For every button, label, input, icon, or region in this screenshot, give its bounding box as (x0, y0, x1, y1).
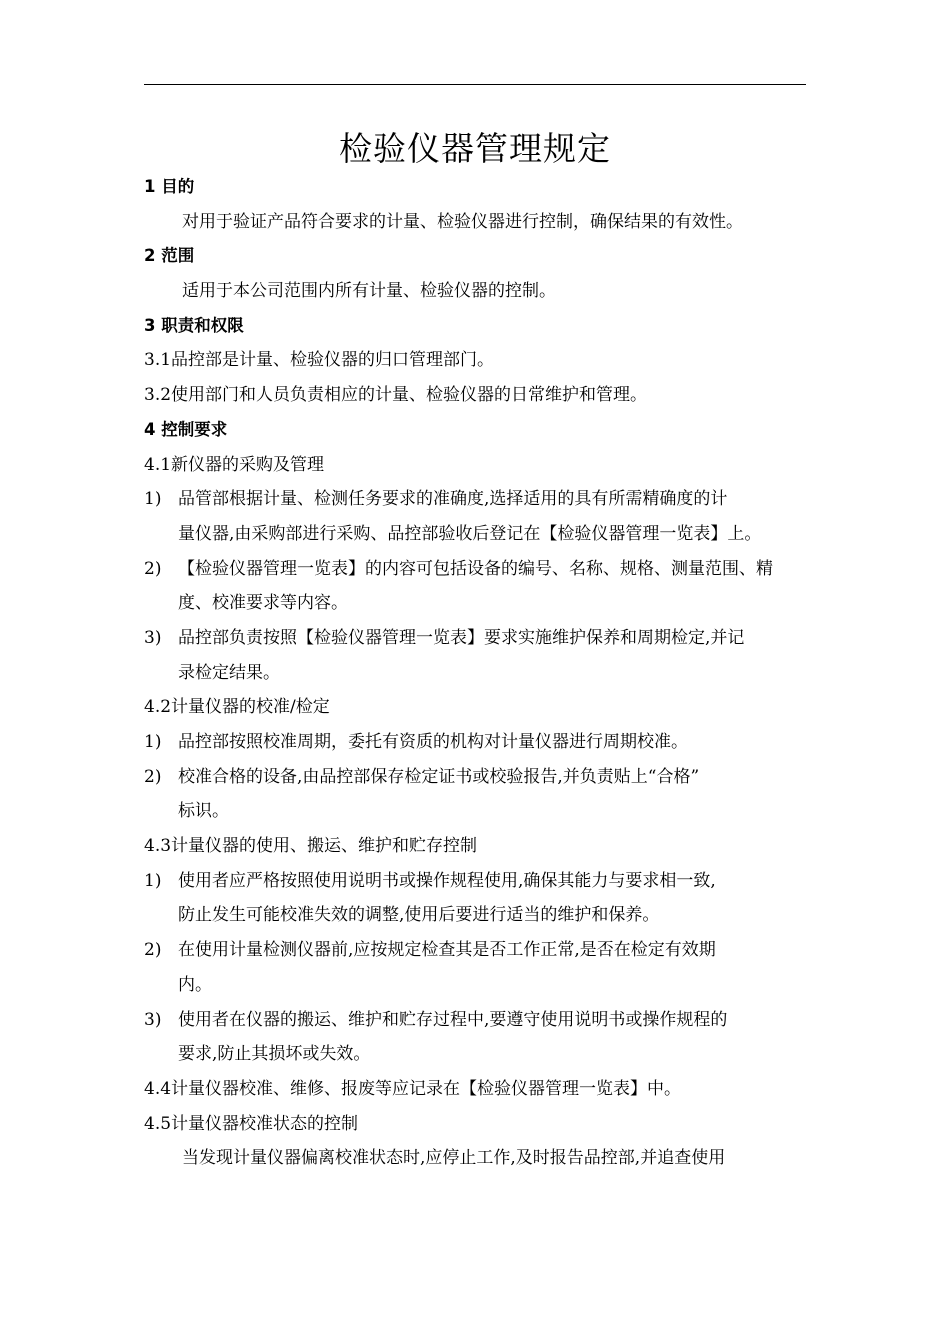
list-item-text: 使用者应严格按照使用说明书或操作规程使用,确保其能力与要求相一致, (178, 870, 716, 891)
list-item-text: 校准合格的设备,由品控部保存检定证书或校验报告,并负责贴上“合格” (178, 766, 700, 787)
section-text-scope: 适用于本公司范围内所有计量、检验仪器的控制。 (182, 281, 556, 302)
list-item-number: 2) (144, 766, 162, 787)
list-item-continuation: 度、校准要求等内容。 (178, 593, 348, 614)
list-item (144, 864, 808, 899)
paragraph-3-1: 3.1品控部是计量、检验仪器的归口管理部门。 (144, 350, 495, 371)
list-item-continuation: 防止发生可能校准失效的调整,使用后要进行适当的维护和保养。 (178, 905, 660, 926)
paragraph-3-2: 3.2使用部门和人员负责相应的计量、检验仪器的日常维护和管理。 (144, 385, 648, 406)
list-item-number: 3) (144, 1009, 162, 1030)
section-heading-purpose: 1 目的 (144, 177, 195, 196)
subsection-title-4-5: 4.5计量仪器校准状态的控制 (144, 1113, 359, 1134)
list-item-number: 2) (144, 940, 162, 961)
list-item-number: 1) (144, 870, 162, 891)
list-item-continuation: 要求,防止其损坏或失效。 (178, 1044, 371, 1065)
list-item (144, 725, 808, 760)
subsection-title-4-3: 4.3计量仪器的使用、搬运、维护和贮存控制 (144, 836, 478, 857)
list-item-text: 在使用计量检测仪器前,应按规定检查其是否工作正常,是否在检定有效期 (178, 940, 716, 961)
list-item (144, 621, 808, 656)
list-item-continuation: 内。 (178, 974, 212, 995)
list-item-continuation: 录检定结果。 (178, 662, 280, 683)
list-item-number: 3) (144, 627, 162, 648)
section-text-purpose: 对用于验证产品符合要求的计量、检验仪器进行控制，确保结果的有效性。 (182, 211, 743, 232)
section-heading-scope: 2 范围 (144, 246, 195, 266)
subsection-text-4-5: 当发现计量仪器偏离校准状态时,应停止工作,及时报告品控部,并追查使用 (182, 1148, 726, 1169)
list-item (144, 482, 808, 517)
list-item (144, 760, 808, 795)
list-item-number: 1) (144, 732, 162, 752)
list-item-number: 2) (144, 558, 162, 579)
list-item (144, 1003, 808, 1038)
list-item-continuation: 量仪器,由采购部进行采购、品控部验收后登记在【检验仪器管理一览表】上。 (178, 523, 762, 544)
list-item-text: 【检验仪器管理一览表】的内容可包括设备的编号、名称、规格、测量范围、精 (178, 558, 773, 579)
list-item-text: 品控部负责按照【检验仪器管理一览表】要求实施维护保养和周期检定,并记 (178, 627, 745, 648)
document-title: 检验仪器管理规定 (339, 129, 611, 168)
header-rule (144, 84, 806, 85)
subsection-title-4-4: 4.4计量仪器校准、维修、报废等应记录在【检验仪器管理一览表】中。 (144, 1078, 682, 1099)
section-heading-control-requirements: 4 控制要求 (144, 419, 228, 439)
subsection-title-4-1: 4.1新仪器的采购及管理 (144, 454, 325, 475)
subsection-title-4-2: 4.2计量仪器的校准/检定 (144, 697, 330, 718)
list-item (144, 552, 808, 587)
list-item-text: 品管部根据计量、检测任务要求的准确度,选择适用的具有所需精确度的计 (178, 489, 728, 510)
list-item-text: 品控部按照校准周期，委托有资质的机构对计量仪器进行周期校准。 (178, 732, 688, 752)
list-item-number: 1) (144, 489, 162, 510)
section-heading-responsibilities: 3 职责和权限 (144, 315, 244, 335)
list-item-text: 使用者在仪器的搬运、维护和贮存过程中,要遵守使用说明书或操作规程的 (178, 1009, 728, 1030)
list-item-continuation: 标识。 (178, 801, 229, 822)
list-item (144, 933, 808, 968)
document-body (144, 170, 808, 1176)
